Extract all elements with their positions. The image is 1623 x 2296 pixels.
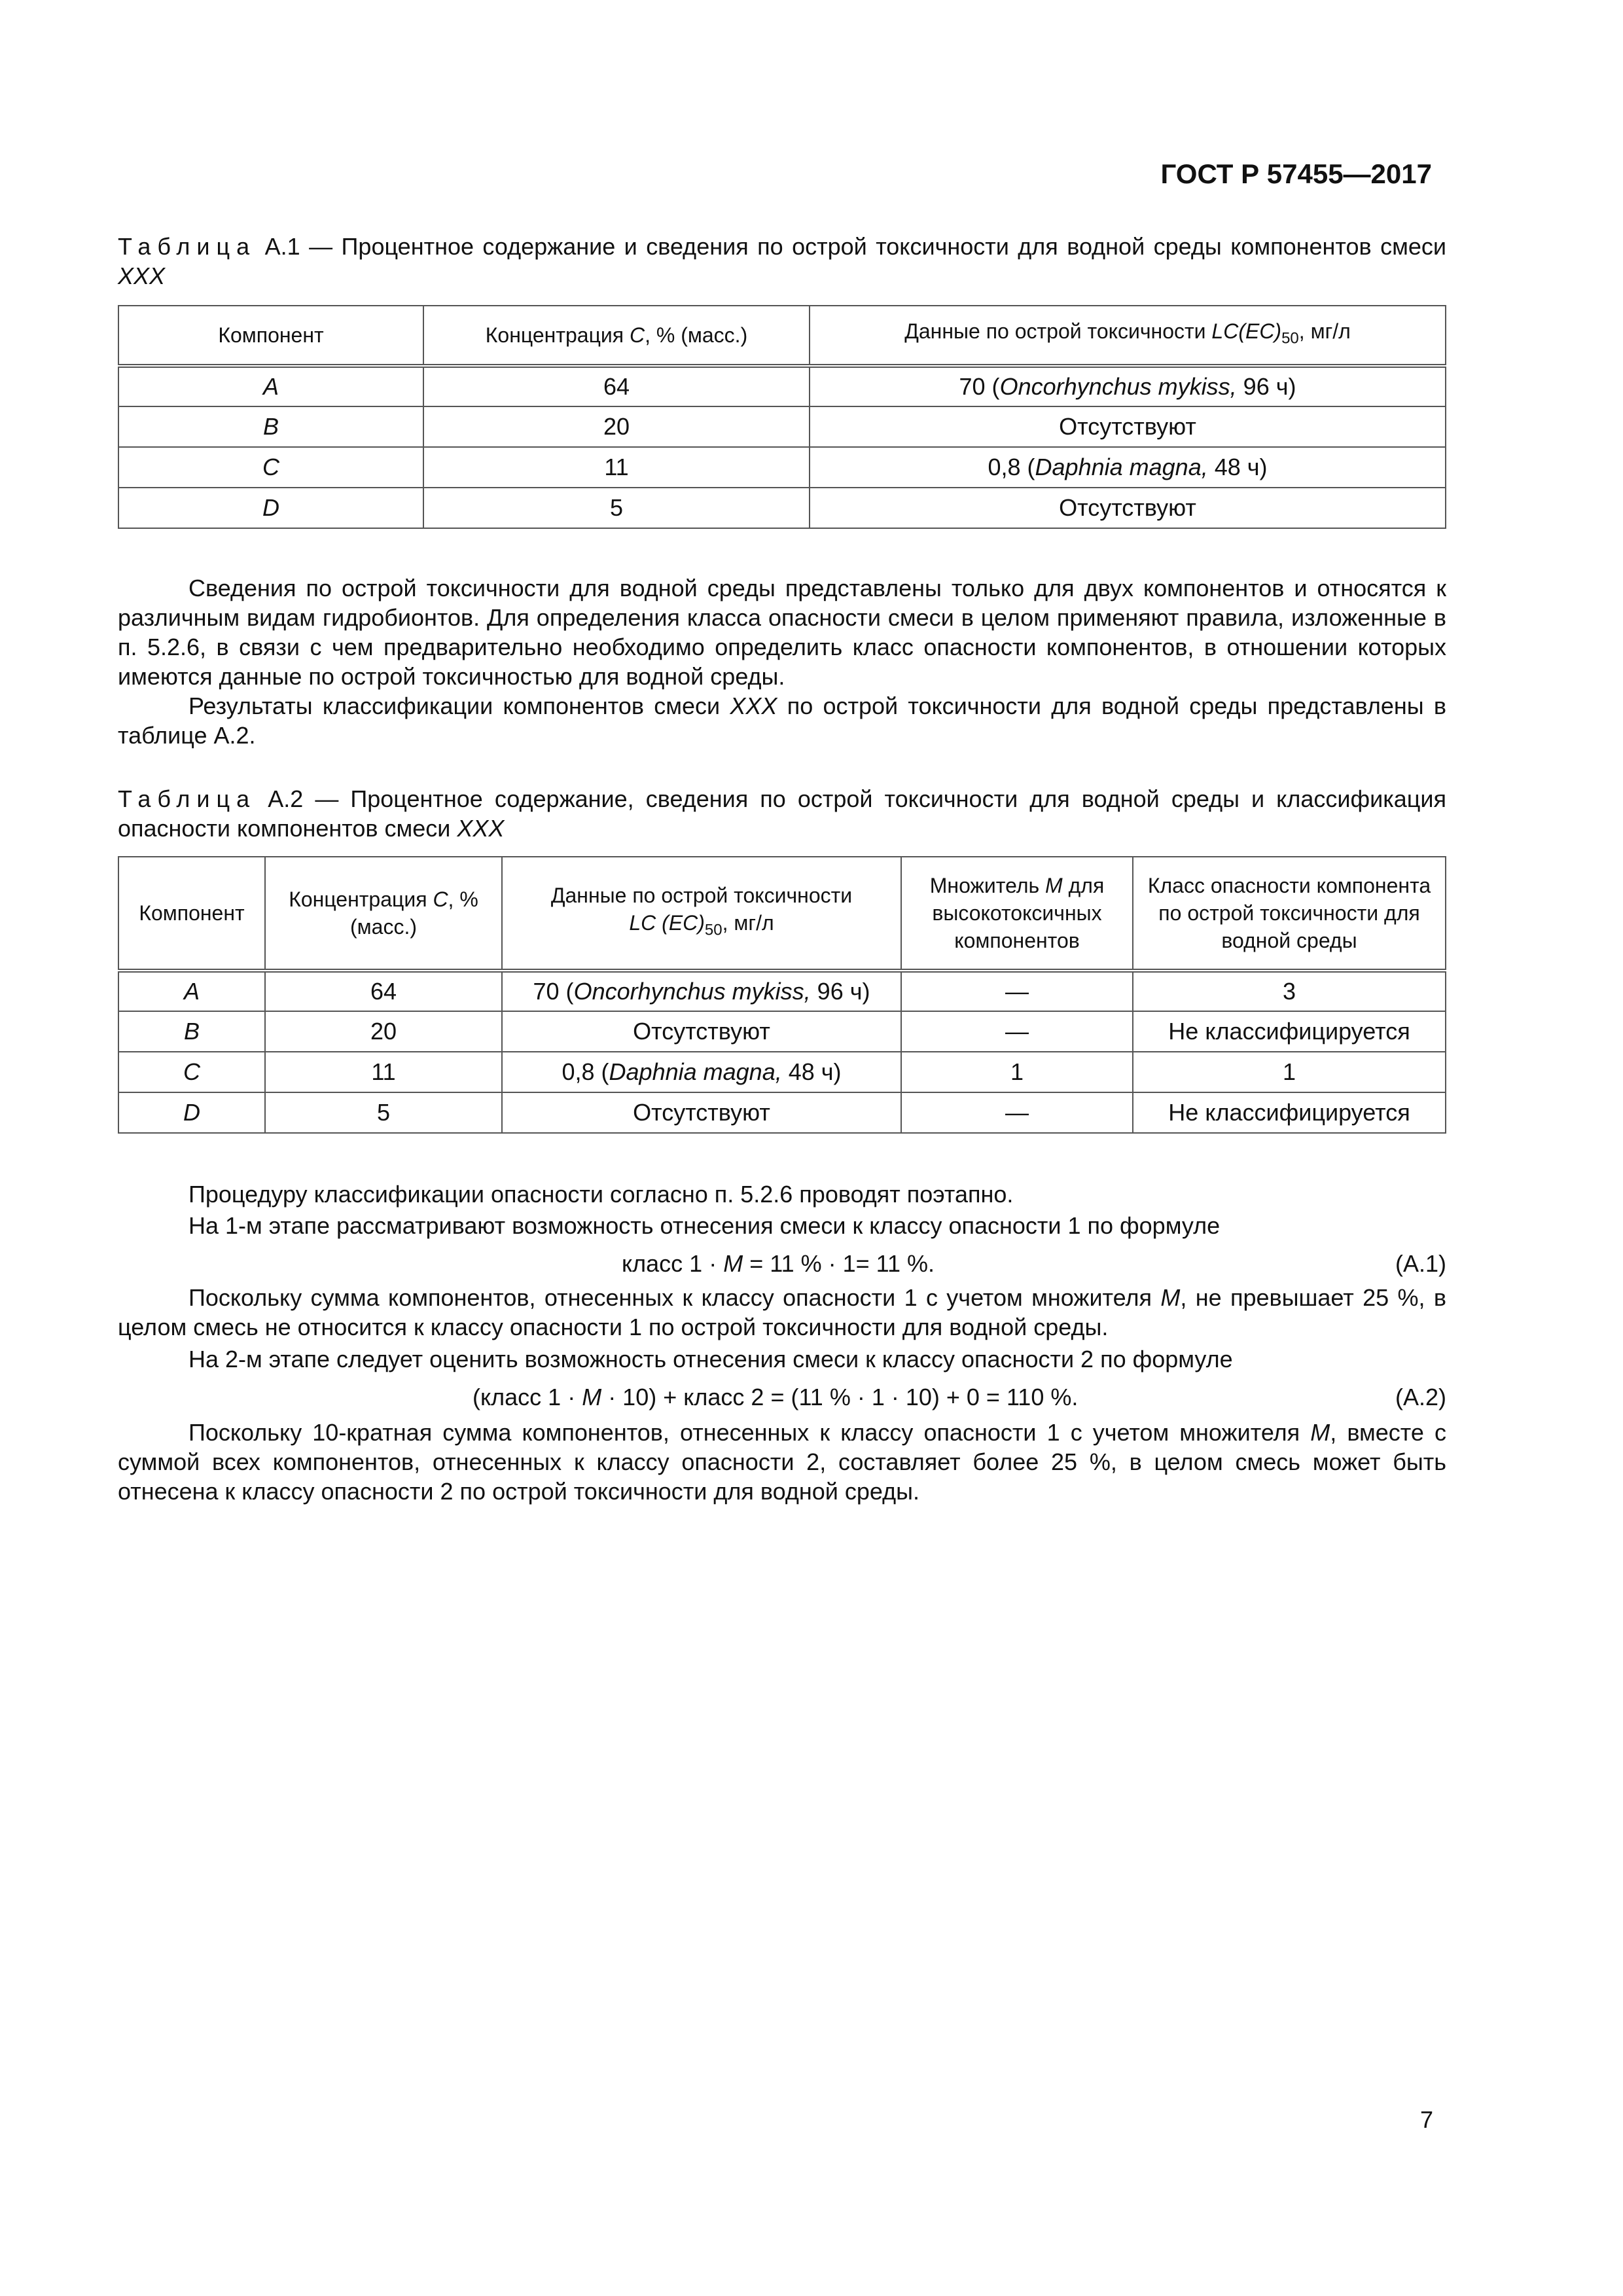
table2-caption-number: А.2	[268, 785, 304, 812]
table1-caption	[118, 232, 1446, 291]
table2-cell-class: 1	[1133, 1052, 1446, 1092]
page-number: 7	[1419, 2106, 1433, 2133]
table2-header-concentration: Концентрация С, % (масс.)	[265, 857, 502, 971]
table-row	[118, 1092, 1446, 1133]
paragraph-7: Поскольку 10-кратная сумма компонентов, отнесенных к классу опасности 1 с учетом множителя М, вместе с суммой всех компонентов, отнесенных к классу опасности 2, составляет более 25 %, в целом смесь может быть отнесена к классу опасности 2 по острой токсичности для водной среды.	[118, 1419, 1446, 1505]
table1-caption-number: А.1	[264, 233, 300, 260]
table2-cell-concentration: 64	[265, 971, 502, 1011]
paragraph-6: На 2-м этапе следует оценить возможность отнесения смеси к классу опасности 2 по формуле	[188, 1346, 1233, 1372]
table1-header-concentration: Концентрация С, % (масс.)	[423, 306, 810, 366]
table2-cell-concentration: 5	[265, 1092, 502, 1133]
paragraph-3: Процедуру классификации опасности согласно п. 5.2.6 проводят поэтапно.	[188, 1181, 1014, 1208]
table2-cell-toxicity: 70 (Oncorhynchus mykiss, 96 ч)	[502, 971, 901, 1011]
table-row	[118, 1052, 1446, 1092]
paragraph-4: На 1-м этапе рассматривают возможность отнесения смеси к классу опасности 1 по формуле	[188, 1212, 1221, 1239]
table2-cell-component: D	[118, 1092, 265, 1133]
table-row	[118, 488, 1446, 528]
table2-header-toxicity: Данные по острой токсичности LC $(EC)_{50}$, мг/л	[502, 857, 901, 971]
table1-caption-tail: ХХХ	[118, 262, 166, 289]
table1-cell-toxicity: 70 (Oncorhynchus mykiss, 96 ч)	[810, 366, 1446, 406]
table2-cell-component: A	[118, 971, 265, 1011]
formula-a2-expression: (класс 1 · М · 10) + класс 2 = (11 % · 1 · 10) + 0 = 110 %.	[473, 1384, 1079, 1410]
table-row	[118, 971, 1446, 1011]
table2-header-class: Класс опасности компонента по острой токсичности для водной среды	[1133, 857, 1446, 971]
table2-header-multiplier: Множитель М для высокотоксичных компонентов	[901, 857, 1133, 971]
table2-cell-component: B	[118, 1011, 265, 1052]
table1-cell-component: B	[118, 406, 423, 447]
paragraph-5: Поскольку сумма компонентов, отнесенных к классу опасности 1 с учетом множителя М, не превышает 25 %, в целом смесь не относится к классу опасности 1 по острой токсичности для водной среды.	[118, 1284, 1446, 1340]
formula-a2-number: (А.2)	[1395, 1384, 1446, 1410]
table2-cell-toxicity: 0,8 (Daphnia magna, 48 ч)	[502, 1052, 901, 1092]
table2-cell-multiplier: —	[901, 1011, 1133, 1052]
table1-cell-component: A	[118, 366, 423, 406]
table2-cell-component: C	[118, 1052, 265, 1092]
table2-cell-concentration: 11	[265, 1052, 502, 1092]
table2-cell-class: Не классифицируется	[1133, 1092, 1446, 1133]
table1-caption-text: — Процентное содержание и сведения по острой токсичности для водной среды компонентов смеси	[300, 233, 1446, 260]
formula-a1-number: (А.1)	[1395, 1250, 1446, 1277]
paragraph-2: Результаты классификации компонентов смеси ХХХ по острой токсичности для водной среды представлены в таблице А.2.	[118, 692, 1446, 749]
table1-cell-concentration: 64	[423, 366, 810, 406]
table2-caption-tail: ХХХ	[457, 815, 505, 842]
table-row	[118, 1011, 1446, 1052]
table-row	[118, 366, 1446, 406]
table1	[118, 305, 1446, 529]
table2	[118, 856, 1446, 1134]
table2-cell-class: Не классифицируется	[1133, 1011, 1446, 1052]
table2-cell-multiplier: 1	[901, 1052, 1133, 1092]
table1-cell-concentration: 20	[423, 406, 810, 447]
table2-caption	[118, 784, 1446, 843]
table2-cell-toxicity: Отсутствуют	[502, 1011, 901, 1052]
table2-header-component: Компонент	[118, 857, 265, 971]
table2-caption-text: — Процентное содержание, сведения по острой токсичности для водной среды и классификация опасности компонентов смеси	[118, 785, 1446, 842]
table1-cell-component: D	[118, 488, 423, 528]
formula-a1-expression: класс 1 · М = 11 % · 1= 11 %.	[622, 1250, 935, 1277]
table1-cell-concentration: 11	[423, 447, 810, 488]
table1-header-component: Компонент	[118, 306, 423, 366]
table2-cell-class: 3	[1133, 971, 1446, 1011]
table2-cell-multiplier: —	[901, 971, 1133, 1011]
table2-caption-prefix: Таблица	[118, 785, 257, 812]
table1-cell-toxicity: Отсутствуют	[810, 488, 1446, 528]
table1-cell-component: C	[118, 447, 423, 488]
table1-caption-prefix: Таблица	[118, 233, 257, 260]
table2-cell-concentration: 20	[265, 1011, 502, 1052]
table1-cell-toxicity: 0,8 (Daphnia magna, 48 ч)	[810, 447, 1446, 488]
paragraph-1: Сведения по острой токсичности для водной среды представлены только для двух компонентов и относятся к различным видам гидробионтов. Для определения класса опасности смеси в целом применяют правила, изложенные в п. 5.2.6, в связи с чем предварительно необходимо определить класс опасности компонентов, в отношении которых имеются данные по острой токсичностью для водной среды.	[118, 575, 1446, 690]
table1-cell-concentration: 5	[423, 488, 810, 528]
table2-cell-multiplier: —	[901, 1092, 1133, 1133]
table1-cell-toxicity: Отсутствуют	[810, 406, 1446, 447]
document-header: ГОСТ Р 57455—2017	[1160, 158, 1432, 189]
table-row	[118, 447, 1446, 488]
table2-cell-toxicity: Отсутствуют	[502, 1092, 901, 1133]
table1-header-toxicity: Данные по острой токсичности $LC(EC)_{50}$, мг/л	[810, 306, 1446, 366]
table-row	[118, 406, 1446, 447]
